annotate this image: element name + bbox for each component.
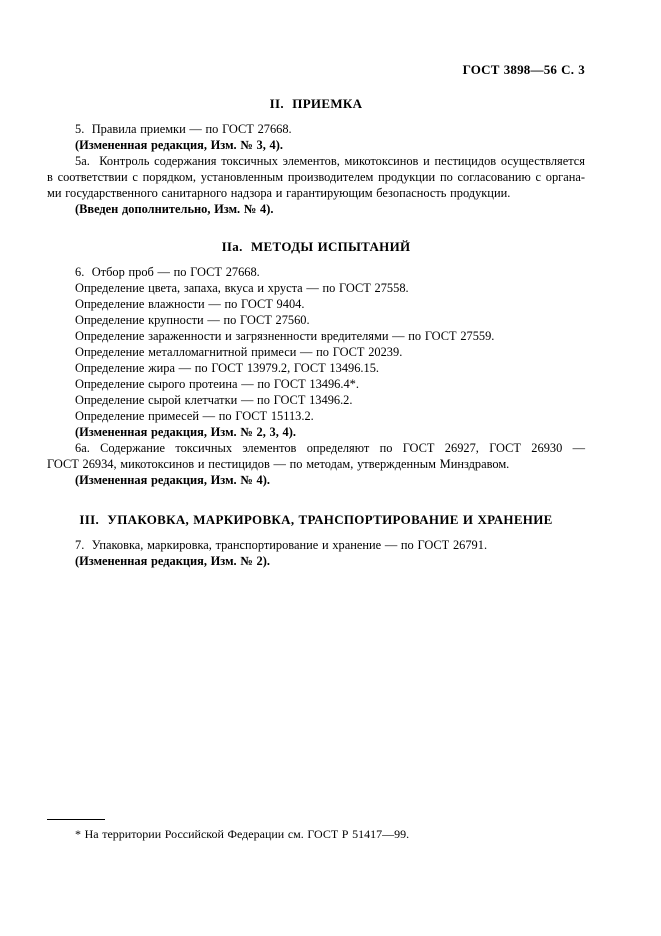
- method-line: 6. Отбор проб — по ГОСТ 27668.: [75, 265, 260, 279]
- clause-6a-line-2: ГОСТ 26934, микотоксинов и пестицидов — по методам, утвержденным Минздравом.: [47, 457, 510, 471]
- page-header-ref: ГОСТ 3898—56 С. 3: [462, 62, 585, 77]
- clause-6-note: (Измененная редакция, Изм. № 2, 3, 4).: [75, 425, 296, 439]
- clause-6a-note: (Измененная редакция, Изм. № 4).: [75, 473, 270, 487]
- clause-5a-line-2: в соответствии с порядком, установленным производителем продукции по согласованию с органа-: [47, 170, 585, 184]
- method-line: Определение сырой клетчатки — по ГОСТ 13496.2.: [75, 393, 353, 407]
- method-line: Определение жира — по ГОСТ 13979.2, ГОСТ 13496.15.: [75, 361, 379, 375]
- method-line: Определение металломагнитной примеси — по ГОСТ 20239.: [75, 345, 403, 359]
- clause-5a-note: (Введен дополнительно, Изм. № 4).: [75, 202, 274, 216]
- clause-7-note: (Измененная редакция, Изм. № 2).: [75, 554, 270, 568]
- footnote-text: * На территории Российской Федерации см. ГОСТ Р 51417—99.: [75, 827, 410, 841]
- method-line: Определение зараженности и загрязненности вредителями — по ГОСТ 27559.: [75, 329, 495, 343]
- clause-5a-line-3: ми государственного санитарного надзора и гарантирующим безопасность продукции.: [47, 186, 511, 200]
- method-line: Определение цвета, запаха, вкуса и хруста — по ГОСТ 27558.: [75, 281, 409, 295]
- clause-5-note: (Измененная редакция, Изм. № 3, 4).: [75, 138, 283, 152]
- clause-5a-line-1: 5а. Контроль содержания токсичных элементов, микотоксинов и пестицидов осуществляется: [75, 154, 585, 168]
- section-3-title: III. УПАКОВКА, МАРКИРОВКА, ТРАНСПОРТИРОВАНИЕ И ХРАНЕНИЕ: [79, 512, 553, 527]
- method-line: Определение крупности — по ГОСТ 27560.: [75, 313, 310, 327]
- footnote-rule: [47, 819, 105, 820]
- test-methods-list: [47, 264, 585, 424]
- method-line: Определение примесей — по ГОСТ 15113.2.: [75, 409, 314, 423]
- method-line: Определение сырого протеина — по ГОСТ 13496.4*.: [75, 377, 359, 391]
- method-line: Определение влажности — по ГОСТ 9404.: [75, 297, 305, 311]
- section-2-title: II. ПРИЕМКА: [269, 96, 363, 111]
- clause-7: 7. Упаковка, маркировка, транспортирование и хранение — по ГОСТ 26791.: [75, 538, 488, 552]
- footnote: [47, 819, 585, 842]
- section-2a-title: IIа. МЕТОДЫ ИСПЫТАНИЙ: [221, 239, 411, 254]
- clause-6a-line-1: 6а. Содержание токсичных элементов определяют по ГОСТ 26927, ГОСТ 26930 —: [75, 441, 585, 455]
- clause-5: 5. Правила приемки — по ГОСТ 27668.: [75, 122, 292, 136]
